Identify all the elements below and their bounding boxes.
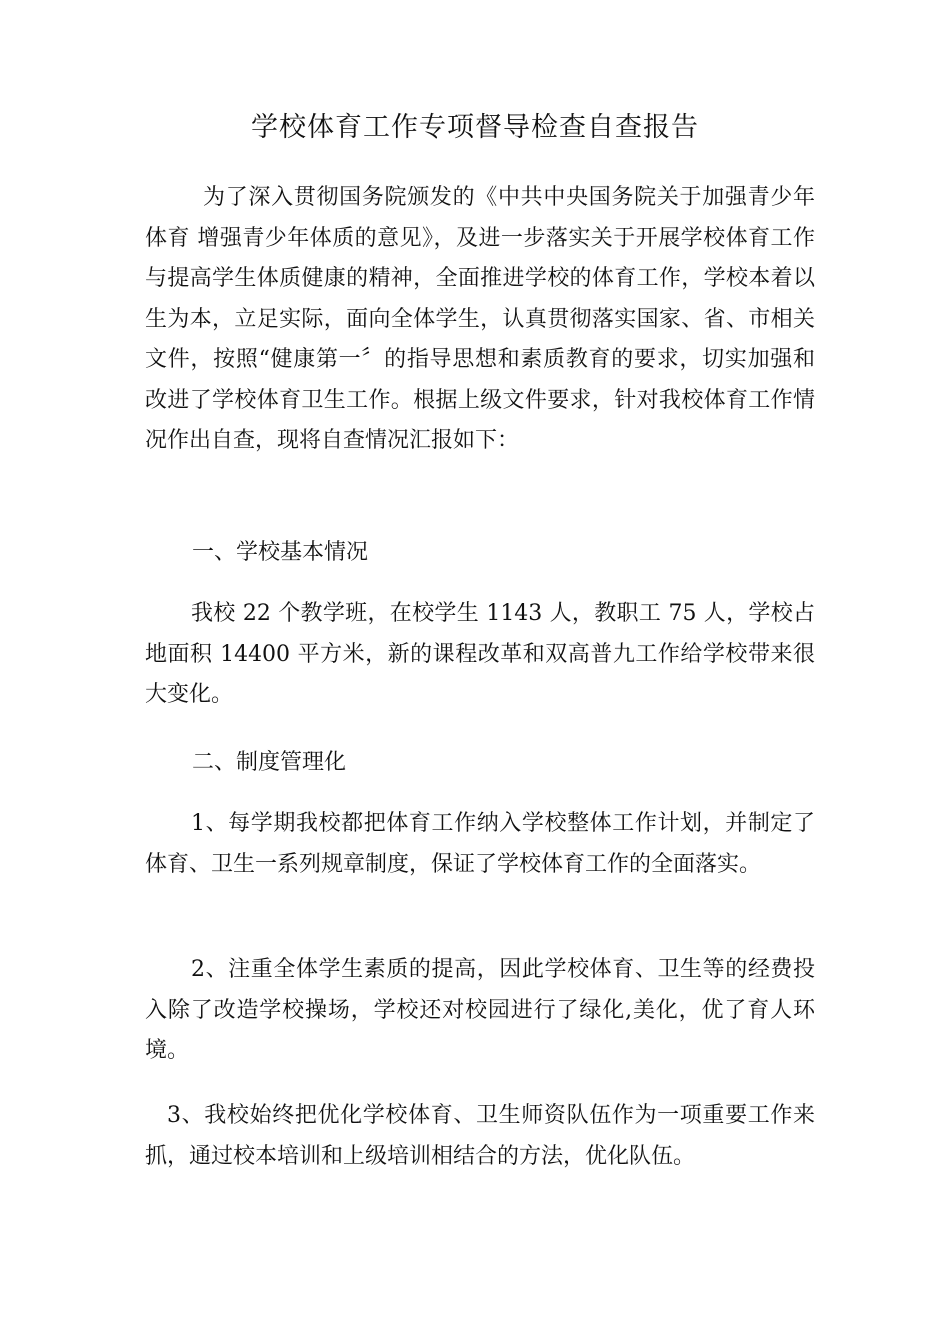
intro-paragraph: 为了深入贯彻国务院颁发的《中共中央国务院关于加强青少年体育 增强青少年体质的意见》，及进一步落实关于开展学校体育工作与提高学生体质健康的精神，全面推进学校的体育工作，学校本着以生为本，立足实际，面向全体学生，认真贯彻落实国家、省、市相关文件，按照“健康第一〞的指导思想和素质教育的要求，切实加强和改进了学校体育卫生工作。根据上级文件要求，针对我校体育工作情况作出自查，现将自查情况汇报如下： bbox=[145, 185, 815, 453]
management-item-3: 3、我校始终把优化学校体育、卫生师资队伍作为一项重要工作来抓，通过校本培训和上级培训相结合的方法，优化队伍。 bbox=[145, 1103, 815, 1169]
section-heading-management: 二、制度管理化 bbox=[192, 750, 347, 775]
basic-info-paragraph: 我校 22 个教学班，在校学生 1143 人，教职工 75 人，学校占地面积 14400 平方米，新的课程改革和双高普九工作给学校带来很大变化。 bbox=[145, 601, 815, 707]
document-title: 学校体育工作专项督导检查自查报告 bbox=[251, 112, 699, 143]
management-item-2: 2、注重全体学生素质的提高，因此学校体育、卫生等的经费投入除了改造学校操场，学校还对校园进行了绿化,美化，优了育人环境。 bbox=[145, 957, 815, 1063]
section-heading-basic-info: 一、学校基本情况 bbox=[192, 540, 369, 565]
management-item-1: 1、每学期我校都把体育工作纳入学校整体工作计划，并制定了体育、卫生一系列规章制度，保证了学校体育工作的全面落实。 bbox=[145, 811, 815, 877]
